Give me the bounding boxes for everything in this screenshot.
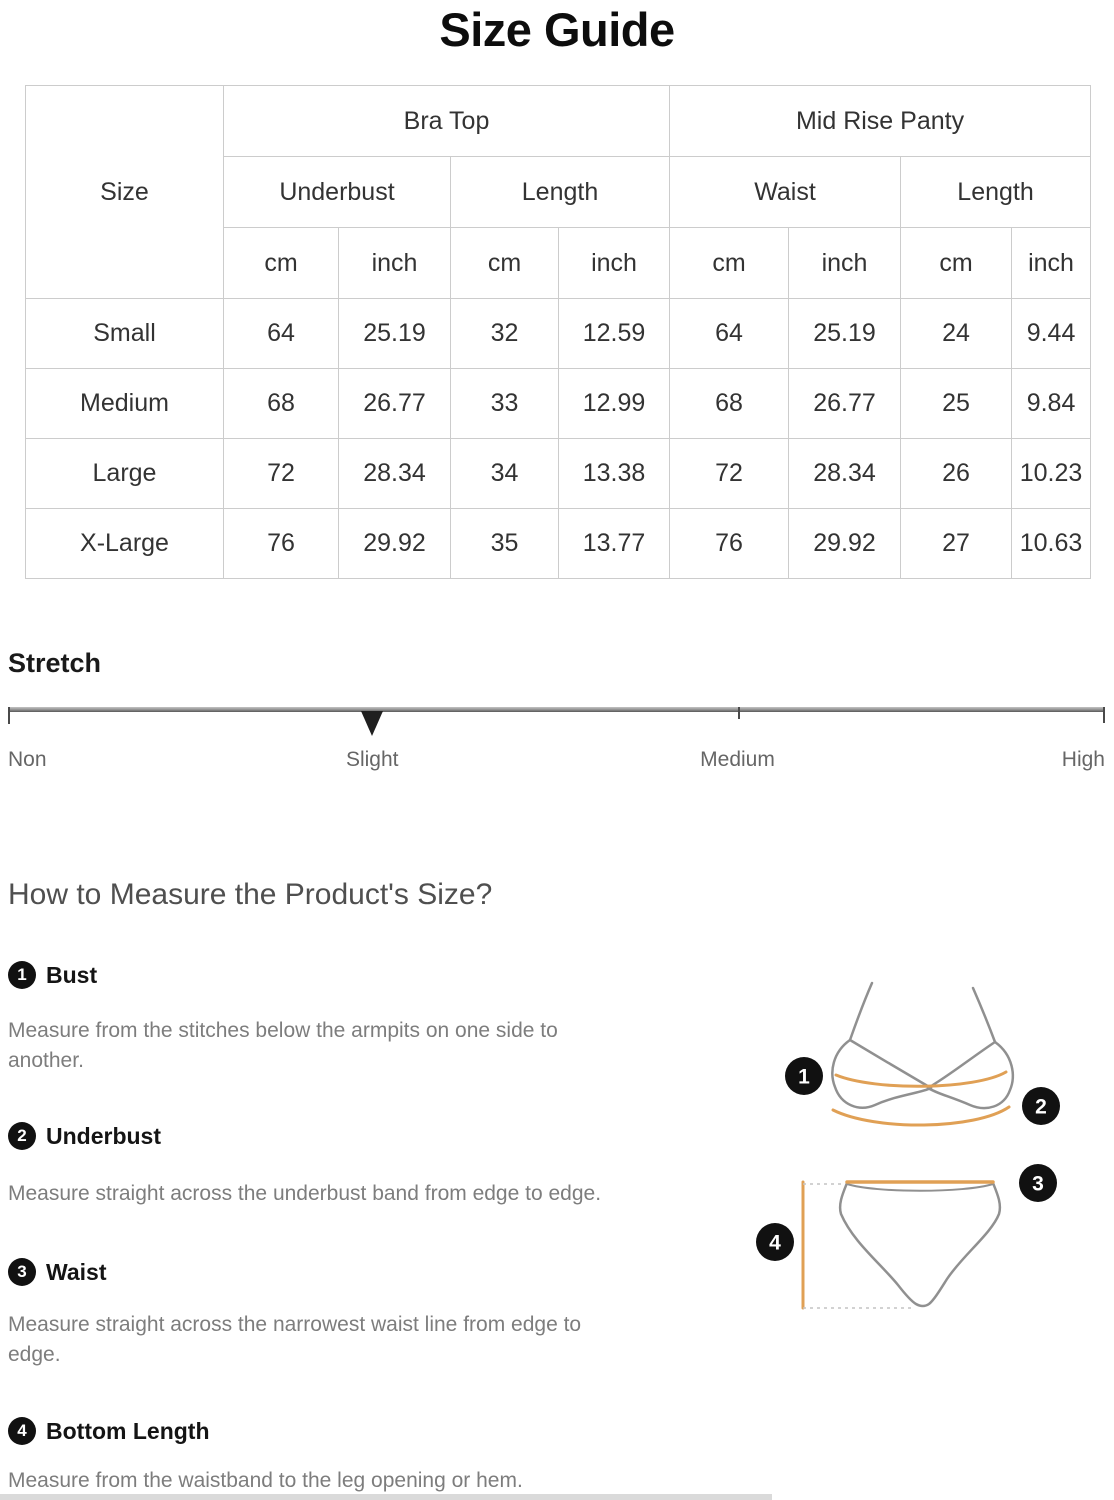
size-row-label: Small	[26, 299, 224, 369]
unit-header: inch	[789, 228, 901, 299]
table-cell: 10.63	[1012, 509, 1091, 579]
table-row-small	[26, 299, 1091, 369]
table-cell: 68	[224, 369, 339, 439]
stretch-tick-non	[8, 707, 10, 724]
table-cell: 9.84	[1012, 369, 1091, 439]
table-cell: 64	[224, 299, 339, 369]
size-row-label: Large	[26, 439, 224, 509]
stretch-label-non: Non	[8, 748, 47, 771]
step-1-badge: 1	[8, 961, 36, 989]
stretch-tick-high	[1103, 707, 1105, 723]
table-cell: 25	[901, 369, 1012, 439]
table-cell: 68	[670, 369, 789, 439]
unit-header: cm	[224, 228, 339, 299]
group-header-mid-rise-panty: Mid Rise Panty	[670, 86, 1091, 157]
unit-header: inch	[339, 228, 451, 299]
step-2-badge: 2	[8, 1122, 36, 1150]
table-cell: 13.77	[559, 509, 670, 579]
sub-header-underbust: Underbust	[224, 157, 451, 228]
measure-item-description: Measure from the stitches below the armpits on one side to another.	[8, 1019, 558, 1072]
table-cell: 29.92	[339, 509, 451, 579]
bra-outline	[832, 983, 1012, 1108]
table-corner-size-label: Size	[26, 86, 224, 299]
measure-item-description: Measure straight across the narrowest waist line from edge to edge.	[8, 1313, 582, 1366]
table-cell: 28.34	[339, 439, 451, 509]
stretch-scale-bar	[8, 707, 1105, 712]
measure-item-description: Measure from the waistband to the leg opening or hem.	[8, 1469, 523, 1492]
table-cell: 72	[670, 439, 789, 509]
table-row-medium	[26, 369, 1091, 439]
table-cell: 26.77	[789, 369, 901, 439]
table-cell: 76	[670, 509, 789, 579]
table-cell: 25.19	[789, 299, 901, 369]
stretch-tick-medium	[738, 707, 740, 719]
measure-item-label: Waist	[46, 1258, 107, 1285]
step-4-badge: 4	[8, 1417, 36, 1445]
group-header-bra-top: Bra Top	[224, 86, 670, 157]
table-cell: 12.99	[559, 369, 670, 439]
table-row-large	[26, 439, 1091, 509]
measure-item-bust	[8, 960, 97, 990]
table-cell: 35	[451, 509, 559, 579]
size-row-label: X-Large	[26, 509, 224, 579]
bottom-partial-divider	[0, 1494, 772, 1500]
table-cell: 64	[670, 299, 789, 369]
table-cell: 24	[901, 299, 1012, 369]
stretch-label-high: High	[1061, 748, 1105, 771]
sub-header-waist: Waist	[670, 157, 901, 228]
table-cell: 28.34	[789, 439, 901, 509]
stretch-labels	[8, 748, 1105, 774]
marker-4-number: 4	[769, 1231, 781, 1255]
unit-header: cm	[670, 228, 789, 299]
table-cell: 27	[901, 509, 1012, 579]
page-title: Size Guide	[439, 3, 675, 56]
table-cell: 34	[451, 439, 559, 509]
table-cell: 26.77	[339, 369, 451, 439]
unit-header: inch	[1012, 228, 1091, 299]
table-cell: 26	[901, 439, 1012, 509]
table-cell: 13.38	[559, 439, 670, 509]
stretch-title: Stretch	[8, 648, 102, 678]
measure-item-label: Underbust	[46, 1122, 161, 1149]
measure-item-description: Measure straight across the underbust band from edge to edge.	[8, 1182, 602, 1205]
stretch-section	[8, 648, 1105, 788]
table-cell: 10.23	[1012, 439, 1091, 509]
measure-item-underbust	[8, 1121, 161, 1151]
measure-item-bottom-length	[8, 1416, 210, 1446]
table-row-x-large	[26, 509, 1091, 579]
bra-and-panty-diagram	[735, 938, 1080, 1338]
marker-2-number: 2	[1035, 1095, 1047, 1119]
marker-1-number: 1	[798, 1065, 810, 1089]
table-cell: 29.92	[789, 509, 901, 579]
table-cell: 76	[224, 509, 339, 579]
table-cell: 32	[451, 299, 559, 369]
table-cell: 12.59	[559, 299, 670, 369]
measure-item-label: Bust	[46, 961, 98, 988]
how-to-measure-title: How to Measure the Product's Size?	[8, 878, 493, 911]
measure-item-waist	[8, 1257, 107, 1287]
panty-outline	[803, 1182, 1000, 1308]
table-cell: 9.44	[1012, 299, 1091, 369]
unit-header: cm	[451, 228, 559, 299]
measure-item-label: Bottom Length	[46, 1417, 210, 1444]
unit-header: cm	[901, 228, 1012, 299]
stretch-marker-triangle-icon	[361, 711, 383, 736]
measurement-diagram	[735, 938, 1080, 1338]
table-cell: 33	[451, 369, 559, 439]
sub-header-length-panty: Length	[901, 157, 1091, 228]
table-cell: 72	[224, 439, 339, 509]
table-cell: 25.19	[339, 299, 451, 369]
bust-measure-lines	[833, 1072, 1009, 1125]
stretch-label-slight: Slight	[345, 748, 399, 771]
size-guide-table	[25, 85, 1091, 579]
stretch-label-medium: Medium	[700, 748, 775, 771]
size-row-label: Medium	[26, 369, 224, 439]
unit-header: inch	[559, 228, 670, 299]
step-3-badge: 3	[8, 1258, 36, 1286]
marker-3-number: 3	[1032, 1172, 1044, 1196]
sub-header-length-bra: Length	[451, 157, 670, 228]
